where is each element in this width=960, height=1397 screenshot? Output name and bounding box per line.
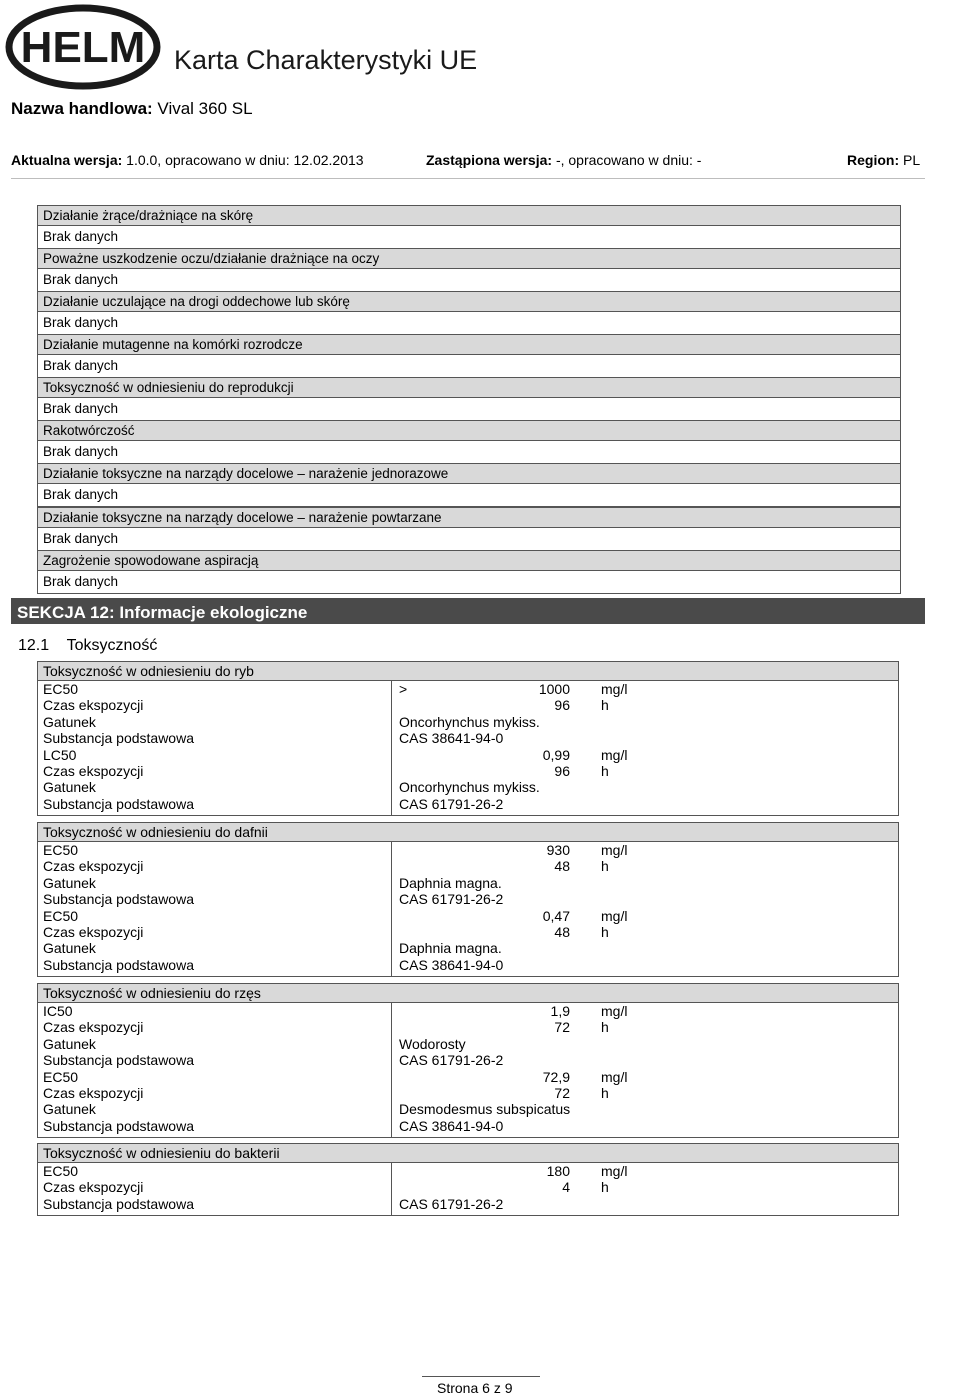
superseded-version-label: Zastąpiona wersja:	[426, 152, 553, 168]
row-text: Desmodesmus subspicatus	[399, 1101, 571, 1118]
row-text: Daphnia magna.	[399, 874, 502, 891]
subsection-title: 12.1 Toksyczność	[18, 637, 158, 654]
hazard-box	[37, 550, 901, 594]
table-row	[38, 714, 898, 730]
table-row	[38, 858, 898, 874]
row-label: Czas ekspozycji	[43, 1179, 144, 1196]
row-value: 96	[554, 762, 570, 779]
hazard-box	[37, 463, 901, 507]
row-label: Gatunek	[43, 874, 96, 891]
toxicity-table-daphnia	[37, 822, 899, 977]
table-row	[38, 842, 898, 858]
helm-logo-graphic	[5, 4, 163, 90]
row-text: Oncorhynchus mykiss.	[399, 713, 540, 730]
row-text: CAS 61791-26-2	[399, 891, 504, 908]
row-text: CAS 38641-94-0	[399, 730, 504, 747]
header-divider	[11, 178, 925, 179]
table-row	[38, 1118, 898, 1134]
table-row	[38, 908, 898, 924]
hazard-value: Brak danych	[43, 229, 119, 244]
hazard-box	[37, 420, 901, 464]
hazard-box	[37, 334, 901, 378]
row-label: Gatunek	[43, 940, 96, 957]
toxicity-table-fish	[37, 661, 899, 816]
table-row	[38, 697, 898, 713]
table-row	[38, 747, 898, 763]
row-unit: h	[601, 697, 609, 714]
row-label: EC50	[43, 907, 79, 924]
toxicity-table-bacteria	[37, 1143, 899, 1216]
row-unit: h	[601, 923, 609, 940]
row-value: 72	[554, 1019, 570, 1036]
table-row	[38, 1196, 898, 1212]
region	[847, 150, 920, 170]
row-unit: mg/l	[601, 1163, 628, 1179]
document-title: Karta Charakterystyki UE	[174, 45, 478, 75]
row-label: Substancja podstawowa	[43, 1117, 194, 1134]
row-unit: h	[601, 858, 609, 875]
table-row	[38, 1052, 898, 1068]
row-unit: mg/l	[601, 681, 628, 697]
row-operator: >	[399, 681, 408, 697]
hazard-value: Brak danych	[43, 487, 119, 502]
current-version	[11, 150, 364, 170]
version-row	[11, 150, 925, 170]
table-row	[38, 779, 898, 795]
table-row	[38, 796, 898, 812]
row-label: Substancja podstawowa	[43, 1052, 194, 1069]
row-value: 4	[562, 1179, 570, 1196]
table-row	[38, 1101, 898, 1117]
row-label: IC50	[43, 1003, 73, 1019]
row-unit: h	[601, 1019, 609, 1036]
hazard-title: Rakotwórczość	[38, 421, 900, 441]
table-row	[38, 924, 898, 940]
hazard-title: Działanie mutagenne na komórki rozrodcze	[38, 335, 900, 355]
row-unit: mg/l	[601, 842, 628, 858]
table-row	[38, 940, 898, 956]
row-value: 1000	[538, 681, 570, 697]
row-label: Substancja podstawowa	[43, 956, 194, 973]
hazard-value: Brak danych	[43, 574, 119, 589]
row-text: CAS 61791-26-2	[399, 1052, 504, 1069]
table-title: Toksyczność w odniesieniu do rzęs	[38, 984, 898, 1003]
superseded-version-value: -, opracowano w dniu: -	[555, 152, 702, 168]
hazard-value: Brak danych	[43, 401, 119, 416]
hazard-title: Działanie toksyczne na narządy docelowe – narażenie jednorazowe	[38, 464, 900, 484]
table-row	[38, 1003, 898, 1019]
hazard-value: Brak danych	[43, 444, 119, 459]
row-value: 0,47	[542, 907, 570, 924]
table-row	[38, 891, 898, 907]
row-label: LC50	[43, 746, 77, 763]
hazard-title: Działanie żrące/drażniące na skórę	[38, 206, 900, 226]
table-title: Toksyczność w odniesieniu do ryb	[38, 662, 898, 681]
table-row	[38, 1019, 898, 1035]
row-value: 180	[546, 1163, 570, 1179]
hazard-box	[37, 205, 901, 249]
current-version-label: Aktualna wersja:	[11, 152, 123, 168]
row-label: Gatunek	[43, 713, 96, 730]
row-label: Czas ekspozycji	[43, 762, 144, 779]
row-text: Daphnia magna.	[399, 940, 502, 957]
row-unit: mg/l	[601, 1003, 628, 1019]
row-unit: mg/l	[601, 907, 628, 924]
row-label: Czas ekspozycji	[43, 1084, 144, 1101]
row-unit: mg/l	[601, 1068, 628, 1085]
row-label: EC50	[43, 681, 79, 697]
region-label: Region:	[847, 152, 900, 168]
row-text: Oncorhynchus mykiss.	[399, 779, 540, 796]
hazard-title: Zagrożenie spowodowane aspiracją	[38, 551, 900, 571]
row-unit: mg/l	[601, 746, 628, 763]
toxicity-table-algae	[37, 983, 899, 1138]
row-label: Substancja podstawowa	[43, 1195, 194, 1212]
page-number: Strona 6 z 9	[437, 1380, 513, 1396]
hazard-box	[37, 377, 901, 421]
hazard-value: Brak danych	[43, 531, 119, 546]
row-value: 72	[554, 1084, 570, 1101]
trade-name-value: Vival 360 SL	[157, 99, 253, 118]
row-label: EC50	[43, 1163, 79, 1179]
row-label: Czas ekspozycji	[43, 858, 144, 875]
hazard-title: Działanie uczulające na drogi oddechowe lub skórę	[38, 292, 900, 312]
hazard-box	[37, 248, 901, 292]
hazard-value: Brak danych	[43, 315, 119, 330]
superseded-version	[426, 150, 701, 170]
row-label: Czas ekspozycji	[43, 1019, 144, 1036]
row-label: Gatunek	[43, 1101, 96, 1118]
row-label: Substancja podstawowa	[43, 795, 194, 812]
row-text: Wodorosty	[399, 1035, 466, 1052]
row-text: CAS 61791-26-2	[399, 1195, 504, 1212]
row-value: 48	[554, 923, 570, 940]
row-value: 48	[554, 858, 570, 875]
row-value: 1,9	[550, 1003, 570, 1019]
table-row	[38, 1085, 898, 1101]
row-label: Substancja podstawowa	[43, 891, 194, 908]
region-value: PL	[903, 152, 921, 168]
trade-name	[11, 98, 253, 120]
hazard-title: Działanie toksyczne na narządy docelowe – narażenie powtarzane	[38, 508, 900, 528]
table-row	[38, 763, 898, 779]
logo-text: HELM	[20, 23, 146, 72]
table-row	[38, 1069, 898, 1085]
hazard-value: Brak danych	[43, 358, 119, 373]
table-row	[38, 875, 898, 891]
row-text: CAS 38641-94-0	[399, 1117, 504, 1134]
table-title: Toksyczność w odniesieniu do bakterii	[38, 1144, 898, 1163]
row-value: 930	[546, 842, 570, 858]
row-label: EC50	[43, 1068, 79, 1085]
current-version-value: 1.0.0, opracowano w dniu: 12.02.2013	[126, 152, 364, 168]
helm-logo	[5, 4, 163, 90]
row-value: 96	[554, 697, 570, 714]
table-row	[38, 1036, 898, 1052]
row-label: Substancja podstawowa	[43, 730, 194, 747]
hazard-title: Toksyczność w odniesieniu do reprodukcji	[38, 378, 900, 398]
footer-divider	[422, 1376, 540, 1377]
row-label: Czas ekspozycji	[43, 923, 144, 940]
table-row	[38, 730, 898, 746]
row-unit: h	[601, 1084, 609, 1101]
row-unit: h	[601, 1179, 609, 1196]
hazard-box	[37, 291, 901, 335]
row-text: CAS 61791-26-2	[399, 795, 504, 812]
row-label: Gatunek	[43, 1035, 96, 1052]
hazard-value: Brak danych	[43, 272, 119, 287]
row-label: Czas ekspozycji	[43, 697, 144, 714]
hazard-title: Poważne uszkodzenie oczu/działanie drażniące na oczy	[38, 249, 900, 269]
table-row	[38, 1163, 898, 1179]
trade-name-label: Nazwa handlowa:	[11, 99, 153, 118]
section-12-header: SEKCJA 12: Informacje ekologiczne	[11, 598, 925, 624]
table-row	[38, 681, 898, 697]
row-label: Gatunek	[43, 779, 96, 796]
table-row	[38, 957, 898, 973]
hazard-box	[37, 507, 901, 551]
table-row	[38, 1179, 898, 1195]
row-label: EC50	[43, 842, 79, 858]
row-value: 0,99	[542, 746, 570, 763]
table-title: Toksyczność w odniesieniu do dafnii	[38, 823, 898, 842]
row-unit: h	[601, 762, 609, 779]
row-value: 72,9	[542, 1068, 570, 1085]
row-text: CAS 38641-94-0	[399, 956, 504, 973]
